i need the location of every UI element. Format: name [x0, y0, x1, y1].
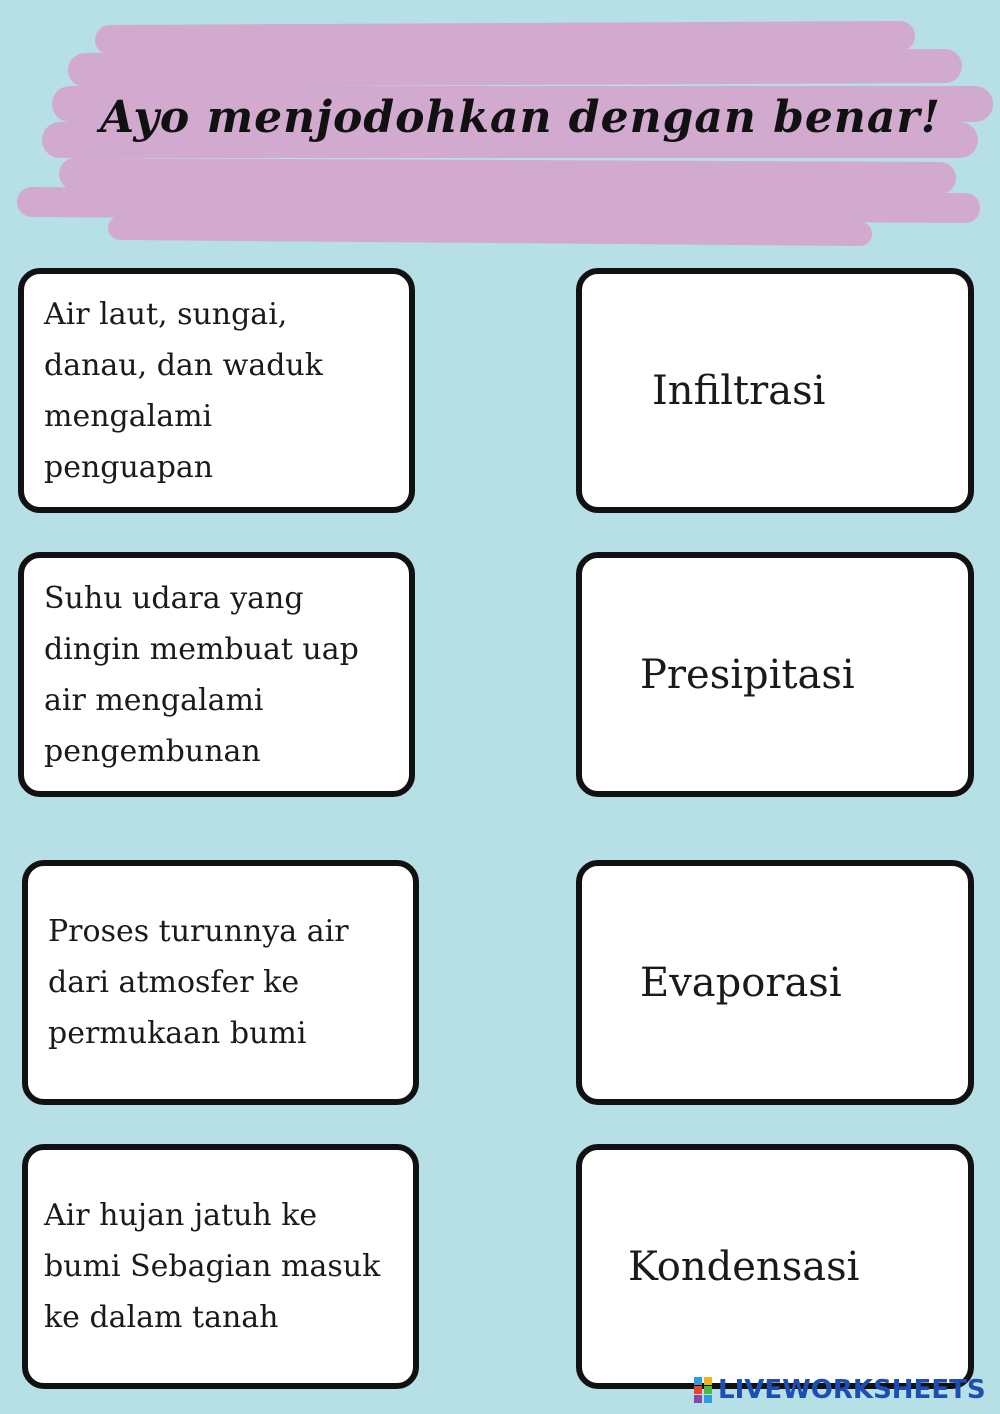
- description-line: Proses turunnya air: [48, 914, 349, 949]
- term-card-3[interactable]: [576, 860, 974, 1105]
- description-card-1[interactable]: [18, 268, 415, 513]
- liveworksheets-logo-icon: [694, 1377, 714, 1403]
- description-text: [44, 573, 359, 777]
- description-text: [44, 289, 323, 493]
- description-line: dari atmosfer ke: [48, 965, 300, 1000]
- description-line: Air laut, sungai,: [44, 296, 288, 332]
- description-text: [44, 1190, 380, 1343]
- page-title: Ayo menjodohkan dengan benar!: [100, 92, 941, 143]
- description-line: mengalami: [44, 398, 213, 434]
- term-card-2[interactable]: [576, 552, 974, 797]
- term-card-4[interactable]: [576, 1144, 974, 1389]
- term-card-1[interactable]: [576, 268, 974, 513]
- term-label: Infiltrasi: [652, 367, 826, 414]
- description-line: danau, dan waduk: [44, 347, 323, 383]
- description-text: [48, 906, 349, 1059]
- description-line: pengembunan: [44, 733, 261, 769]
- description-line: dingin membuat uap: [44, 631, 359, 667]
- description-line: Air hujan jatuh ke: [44, 1198, 318, 1233]
- brand-name: LIVEWORKSHEETS: [718, 1375, 986, 1405]
- description-line: permukaan bumi: [48, 1016, 307, 1051]
- term-label: Evaporasi: [640, 959, 842, 1006]
- term-label: Presipitasi: [640, 651, 855, 698]
- title-banner: [0, 0, 1000, 260]
- description-line: bumi Sebagian masuk: [44, 1249, 381, 1284]
- description-card-2[interactable]: [18, 552, 415, 797]
- term-label: Kondensasi: [628, 1243, 860, 1290]
- brand-watermark: [694, 1376, 986, 1404]
- description-line: ke dalam tanah: [44, 1300, 279, 1335]
- description-line: air mengalami: [44, 682, 264, 718]
- description-card-3[interactable]: [22, 860, 419, 1105]
- description-line: penguapan: [44, 449, 214, 485]
- description-card-4[interactable]: [22, 1144, 419, 1389]
- description-line: Suhu udara yang: [44, 580, 304, 616]
